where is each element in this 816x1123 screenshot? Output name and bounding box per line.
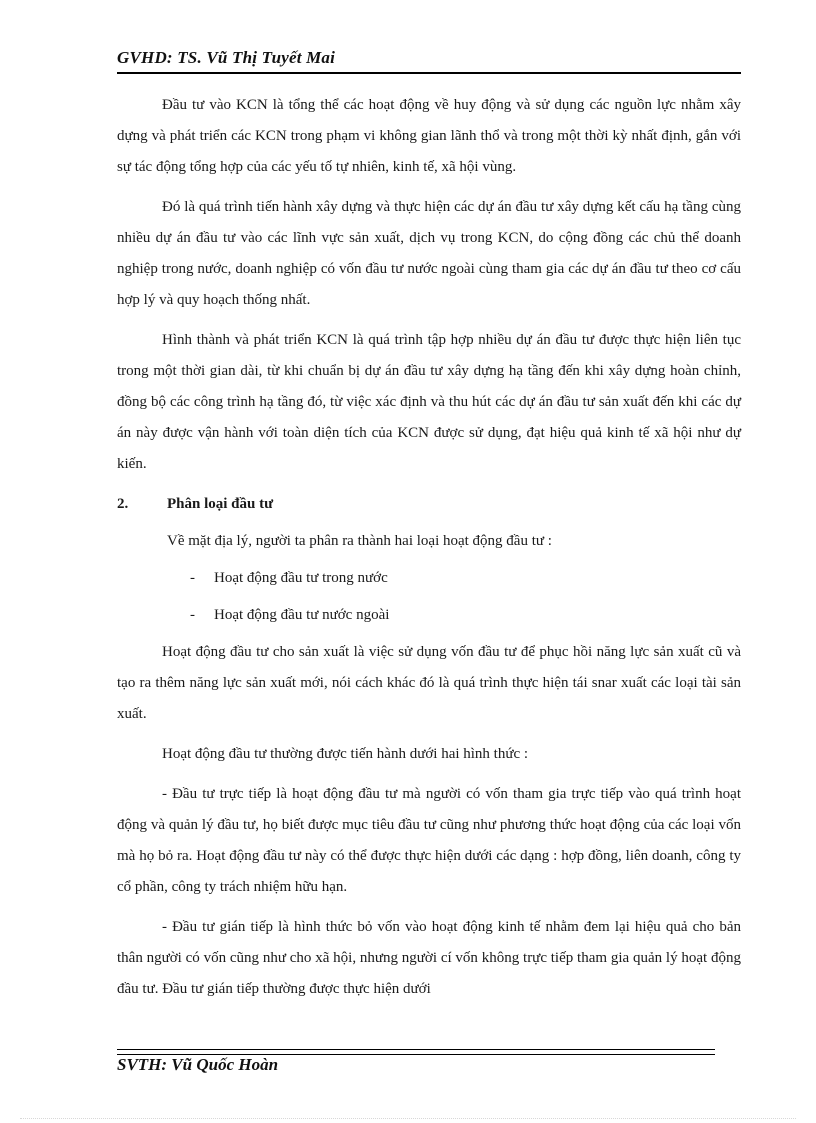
paragraph-5: Hoạt động đầu tư thường được tiến hành dưới hai hình thức :: [162, 746, 529, 762]
header-supervisor: GVHD: TS. Vũ Thị Tuyết Mai: [117, 48, 336, 67]
bullet-dash: -: [190, 570, 195, 586]
document-body: [117, 90, 741, 1014]
page-header: [117, 48, 741, 74]
bullet-text: Hoạt động đầu tư trong nước: [214, 570, 388, 586]
section-heading: [117, 489, 741, 520]
footer-student: SVTH: Vũ Quốc Hoàn: [117, 1055, 279, 1074]
bullet-item: [117, 563, 741, 594]
paragraph-6: - Đầu tư trực tiếp là hoạt động đầu tư mà người có vốn tham gia trực tiếp vào quá trình hoạt động và quản lý đầu tư, họ biết được mục tiêu đầu tư cũng như phương thức hoạt động của các loại vốn mà họ bỏ ra. Hoạt động đầu tư này có thể được thực hiện dưới các dạng : hợp đồng, liên doanh, công ty cổ phần, công ty trách nhiệm hữu hạn.: [117, 786, 741, 895]
bullet-text: Hoạt động đầu tư nước ngoài: [214, 607, 390, 623]
paragraph-1: Đầu tư vào KCN là tổng thể các hoạt động về huy động và sử dụng các nguồn lực nhằm xây dựng và phát triển các KCN trong phạm vi không gian lãnh thổ và trong một thời kỳ nhất định, gắn với sự tác động tổng hợp của các yếu tố tự nhiên, kinh tế, xã hội vùng.: [117, 97, 741, 175]
paragraph-4: Hoạt động đầu tư cho sản xuất là việc sử dụng vốn đầu tư để phục hồi năng lực sản xuất cũ và tạo ra thêm năng lực sản xuất mới, nói cách khác đó là quá trình thực hiện tái snar xuất các loại tài sản xuất.: [117, 644, 741, 722]
intro-line: Về mặt địa lý, người ta phân ra thành hai loại hoạt động đầu tư :: [167, 533, 552, 549]
paragraph-3: Hình thành và phát triển KCN là quá trình tập hợp nhiều dự án đầu tư được thực hiện liên tục trong một thời gian dài, từ khi chuẩn bị dự án đầu tư xây dựng hạ tầng đến khi xây dựng hoàn chỉnh, đồng bộ các công trình hạ tầng đó, từ việc xác định và thu hút các dự án đầu tư sản xuất đến khi các dự án này được vận hành với toàn diện tích của KCN được sử dụng, đạt hiệu quả kinh tế xã hội như dự kiến.: [117, 332, 741, 472]
section-title: Phân loại đầu tư: [167, 496, 274, 512]
page-edge-dots: [20, 1118, 796, 1119]
paragraph-2: Đó là quá trình tiến hành xây dựng và thực hiện các dự án đầu tư xây dựng kết cấu hạ tầng cùng nhiều dự án đầu tư vào các lĩnh vực sản xuất, dịch vụ trong KCN, do cộng đồng các chủ thể doanh nghiệp trong nước, doanh nghiệp có vốn đầu tư nước ngoài cùng tham gia các dự án đầu tư theo cơ cấu hợp lý và quy hoạch thống nhất.: [117, 199, 741, 308]
section-number: 2.: [117, 496, 129, 512]
bullet-item: [117, 600, 741, 631]
paragraph-7: - Đầu tư gián tiếp là hình thức bỏ vốn vào hoạt động kinh tế nhằm đem lại hiệu quả cho bản thân người có vốn cũng như cho xã hội, nhưng người cí vốn không trực tiếp tham gia quản lý hoạt động đầu tư. Đầu tư gián tiếp thường được thực hiện dưới: [117, 919, 741, 997]
bullet-dash: -: [190, 607, 195, 623]
